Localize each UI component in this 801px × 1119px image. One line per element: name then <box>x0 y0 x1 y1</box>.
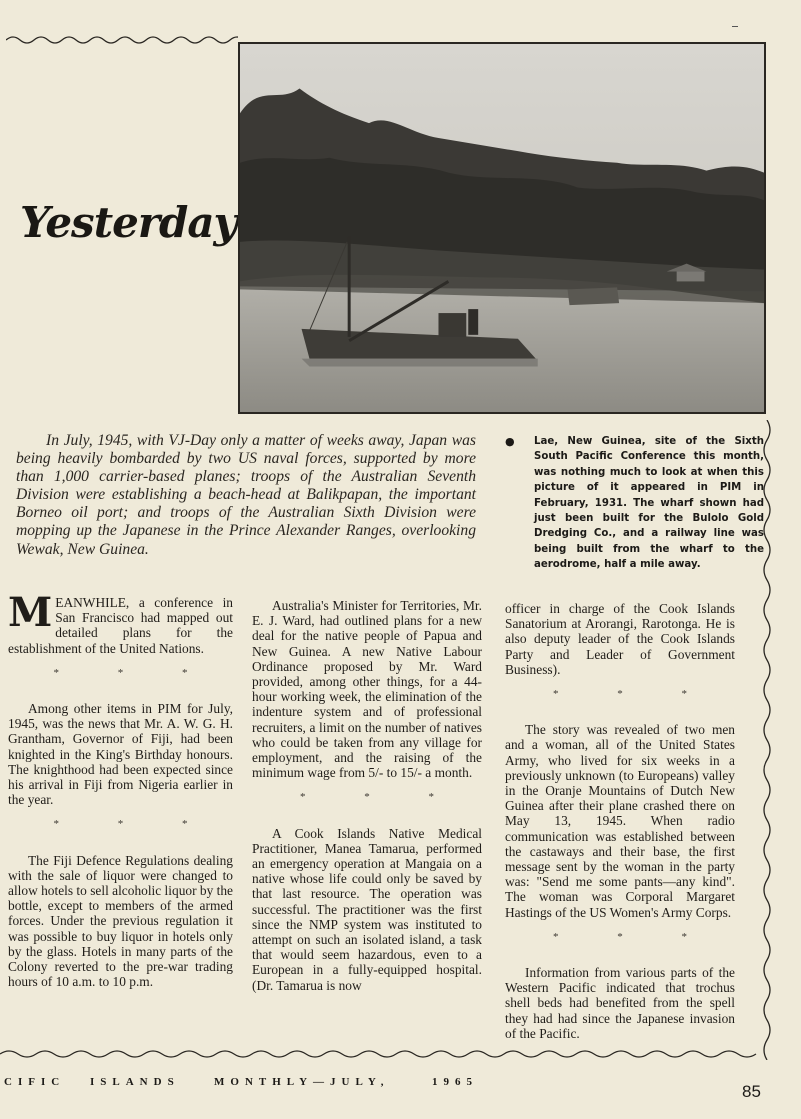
section-separator: * * * <box>53 666 216 679</box>
intro-paragraph <box>16 432 476 559</box>
paragraph: Australia's Minister for Territories, Mr. E. J. Ward, had outlined plans for a new deal for the native people of Papua and New Guinea. A new Native Labour Ordinance proposed by Mr. Ward provided, among other things, for a 44-hour working week, the elimination of the indenture system and of professional recruiters, a limit on the number of natives who could be taken from any village for employment, and the raising of the minimum wage from 5/- to 15/- a month. <box>252 598 482 781</box>
printer-mark <box>732 26 738 27</box>
photo-caption <box>506 434 764 573</box>
footer-publication-word: ISLANDS <box>90 1076 180 1088</box>
caption-text: Lae, New Guinea, site of the Sixth South Pacific Conference this month, was nothing much to look at when this picture of it appeared in PIM in February, 1931. The wharf shown had just been built for the Bulolo Gold Dredging Co., and a railway line was being built from the wharf to the aerodrome, half a mile away. <box>534 436 764 571</box>
bullet-icon: ● <box>505 435 515 448</box>
article-column-2 <box>252 598 482 993</box>
page-number: 85 <box>742 1082 761 1101</box>
section-separator: * * * <box>553 930 715 943</box>
paragraph: Information from various parts of the Western Pacific indicated that trochus shell beds had benefited from the spell they had had since the Japanese invasion of the Pacific. <box>505 965 735 1041</box>
paragraph: The story was revealed of two men and a woman, all of the United States Army, who lived for six weeks in a previously unknown (to Europeans) valley in the Oranje Mountains of Dutch New Guinea after their plane crashed there on May 13, 1945. When radio communication was established between the castaways and their base, the first message sent by the woman in the party was: "Send me some pants—any kind". The woman was Corporal Margaret Hastings of the US Women's Army Corps. <box>505 722 735 920</box>
paragraph: officer in charge of the Cook Islands Sanatorium at Arorangi, Rarotonga. He is also deputy leader of the Cook Islands Party and Leader of Government Business). <box>505 601 735 677</box>
intro-text: In July, 1945, with VJ-Day only a matter of weeks away, Japan was being heavily bombarded by two US naval forces, supported by more than 1,000 carrier-based planes; troops of the Australian Seventh Division were establishing a beach-head at Balikpapan, the important Borneo oil port; and troops of the Australian Sixth Division were mopping up the Japanese in the Prince Alexander Ranges, overlooking Wewak, New Guinea. <box>16 432 476 558</box>
footer-year: 1965 <box>432 1076 478 1088</box>
article-column-3 <box>505 601 735 1041</box>
paragraph: MEANWHILE, a conference in San Francisco had mapped out detailed plans for the establishment of the United Nations. <box>8 589 233 656</box>
footer-issue: MONTHLY—JULY, <box>214 1076 390 1088</box>
section-separator: * * * <box>53 818 216 831</box>
section-title: Yesterday <box>20 198 237 247</box>
article-column-1 <box>8 589 233 990</box>
section-separator: * * * <box>300 791 462 804</box>
section-separator: * * * <box>553 688 715 701</box>
paragraph: A Cook Islands Native Medical Practitioner, Manea Tamarua, performed an emergency operation at Mangaia on a native whose life could only be saved by that last resource. The operation was successful. The practitioner was the first since the NMP system was instituted to attempt on such an isolated island, a task that would seem hazardous, even to a European in a fully-equipped hospital. (Dr. Tamarua is now <box>252 825 482 993</box>
historical-photo-lae-wharf <box>238 42 766 414</box>
paragraph: The Fiji Defence Regulations dealing with the sale of liquor were changed to allow hotels to sell alcoholic liquor by the bottle, except to members of the armed forces. Under the previous regulation it was possible to buy liquor in hotels only by the glass. Hotels in many parts of the Colony reverted to the pre-war trading hours of 10 a.m. to 10 p.m. <box>8 852 233 990</box>
wave-rule-right <box>760 420 774 1060</box>
wave-rule-top <box>6 34 238 46</box>
footer-publication-fragment: CIFIC <box>4 1076 66 1088</box>
wave-rule-bottom <box>0 1048 770 1060</box>
paragraph: Among other items in PIM for July, 1945, was the news that Mr. A. W. G. H. Grantham, Governor of Fiji, had been knighted in the King's Birthday honours. The knighthood had been expected since his arrival in Fiji from Nigeria earlier in the year. <box>8 701 233 808</box>
drop-cap: M <box>8 589 53 636</box>
